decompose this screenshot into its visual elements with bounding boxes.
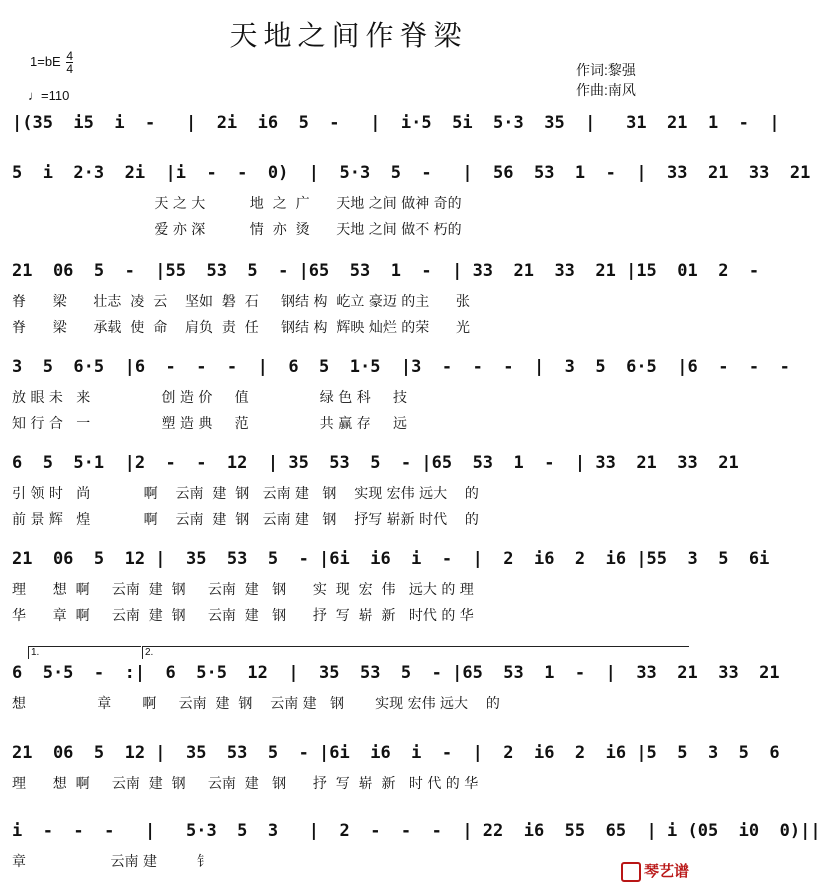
lyrics-verse-1: 理 想 啊 云南 建 钢 云南 建 钢 实 现 宏 伟 远大 的 理 <box>12 582 474 598</box>
composer: 作曲:南风 <box>576 82 636 98</box>
lyrics-verse-1: 想 章 啊 云南 建 钢 云南 建 钢 实现 宏伟 远大 的 <box>12 696 500 712</box>
lyrics-verse-2: 爱 亦 深 情 亦 烫 天地 之间 做不 朽的 <box>12 222 462 238</box>
tempo-marking: ♩=110 <box>28 88 70 103</box>
watermark-text: 琴艺谱 <box>643 862 689 880</box>
lyrics-verse-1: 理 想 啊 云南 建 钢 云南 建 钢 抒 写 崭 新 时 代 的 华 <box>12 776 479 792</box>
key-signature <box>30 50 73 75</box>
lyrics-verse-2: 脊 梁 承载 使 命 肩负 责 任 钢结 构 辉映 灿烂 的荣 光 <box>12 320 471 336</box>
lyrics-verse-1: 放 眼 未 来 创 造 价 值 绿 色 科 技 <box>12 390 407 406</box>
notation-line: |(35 i5 i - | 2i i6 5 - | i·5 5i 5·3 35 | 31 21 1 - | <box>12 113 780 133</box>
time-top: 4 <box>66 49 74 63</box>
credits <box>576 60 636 100</box>
second-ending: 2. <box>142 646 689 659</box>
watermark <box>621 860 689 882</box>
first-ending: 1. <box>28 646 141 659</box>
watermark-logo-icon <box>621 862 641 882</box>
lyricist: 作词:黎强 <box>576 62 636 78</box>
time-bottom: 4 <box>66 62 74 76</box>
song-title: 天地之间作脊梁 <box>229 19 468 52</box>
notation-line: 6 5 5·1 |2 - - 12 | 35 53 5 - |65 53 1 - | 33 21 33 21 <box>12 453 739 473</box>
lyrics-verse-1: 章 云南 建 钅 <box>12 854 212 870</box>
lyrics-verse-2: 知 行 合 一 塑 造 典 范 共 赢 存 远 <box>12 416 407 432</box>
lyrics-verse-2: 华 章 啊 云南 建 钢 云南 建 钢 抒 写 崭 新 时代 的 华 <box>12 608 474 624</box>
notation-line: 3 5 6·5 |6 - - - | 6 5 1·5 |3 - - - | 3 5 6·5 |6 - - - <box>12 357 790 377</box>
notation-line: 21 06 5 12 | 35 53 5 - |6i i6 i - | 2 i6 2 i6 |55 3 5 6i <box>12 549 770 569</box>
notation-line: i - - - | 5·3 5 3 | 2 - - - | 22 i6 55 65 | i (05 i0 0)|| <box>12 821 821 841</box>
notation-line: 21 06 5 - |55 53 5 - |65 53 1 - | 33 21 33 21 |15 01 2 - <box>12 261 760 281</box>
notation-line: 21 06 5 12 | 35 53 5 - |6i i6 i - | 2 i6 2 i6 |5 5 3 5 6 <box>12 743 780 763</box>
time-signature <box>66 50 73 75</box>
lyrics-verse-2: 前 景 辉 煌 啊 云南 建 钢 云南 建 钢 抒写 崭新 时代 的 <box>12 512 479 528</box>
notation-line: 6 5·5 - :| 6 5·5 12 | 35 53 5 - |65 53 1 - | 33 21 33 21 <box>12 663 780 683</box>
lyrics-verse-1: 脊 梁 壮志 凌 云 坚如 磐 石 钢结 构 屹立 豪迈 的主 张 <box>12 294 471 310</box>
notation-line: 5 i 2·3 2i |i - - 0) | 5·3 5 - | 56 53 1 - | 33 21 33 21 <box>12 163 811 183</box>
key-accidental: bE <box>44 53 61 69</box>
lyrics-verse-1: 引 领 时 尚 啊 云南 建 钢 云南 建 钢 实现 宏伟 远大 的 <box>12 486 479 502</box>
key-tonic: 1= <box>30 53 45 69</box>
lyrics-verse-1: 天 之 大 地 之 广 天地 之间 做神 奇的 <box>12 196 462 212</box>
